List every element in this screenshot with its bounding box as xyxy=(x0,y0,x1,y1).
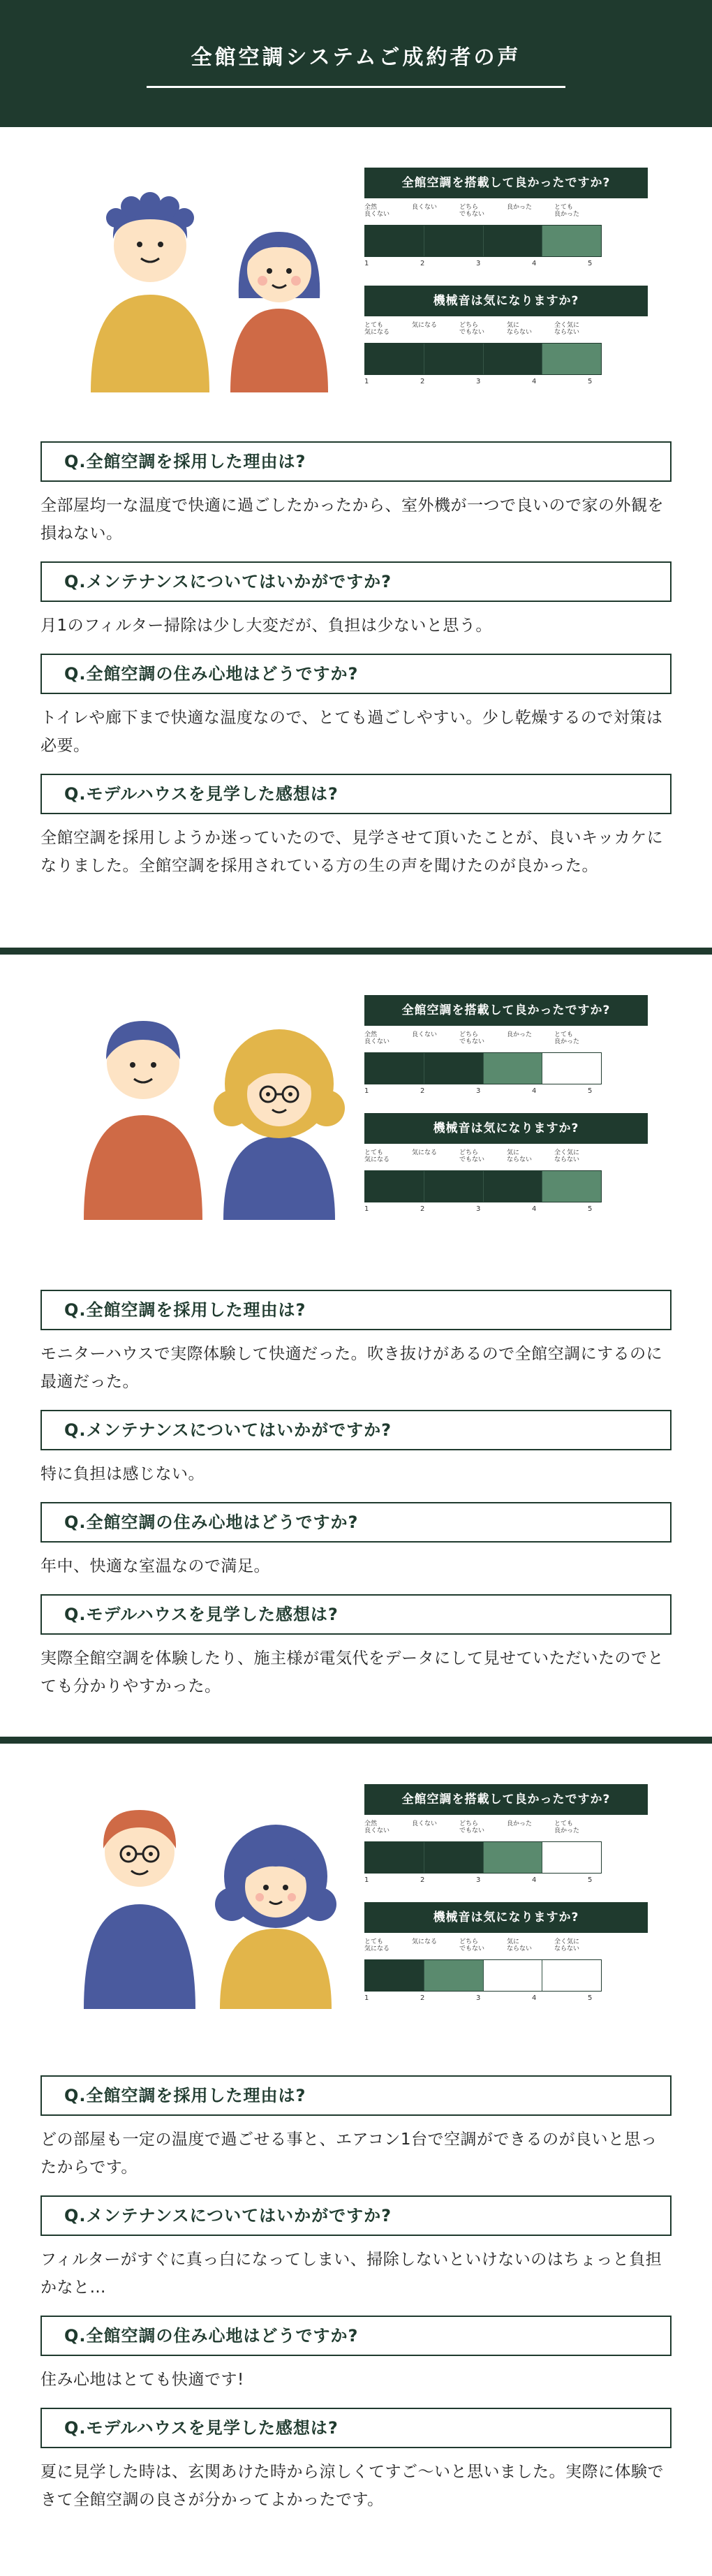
noise-bar xyxy=(364,1170,602,1202)
answer-modelhouse: 夏に見学した時は、玄関あけた時から涼しくてすご〜いと思いました。実際に体験できて全館空調の良さが分かってよかったです。 xyxy=(40,2463,664,2509)
scale-number: 2 xyxy=(420,1087,425,1095)
answer-modelhouse: 実際全館空調を体験したり、施主様が電気代をデータにして見せていただいたのでとても分かりやすかった。 xyxy=(40,1649,664,1695)
bar-segment xyxy=(365,226,424,256)
scale-number: 1 xyxy=(364,1205,369,1213)
noise-chart xyxy=(364,1113,648,1213)
answer-maintenance: 月1のフィルター掃除は少し大変だが、負担は少ないと思う。 xyxy=(40,617,492,635)
noise-bar xyxy=(364,343,602,375)
scale-number: 2 xyxy=(420,1876,425,1884)
scale-label: 全然 良くない xyxy=(364,1820,390,1834)
bar-segment xyxy=(365,344,424,374)
scale-number: 2 xyxy=(420,260,425,267)
scale-label: どちら でもない xyxy=(459,1938,485,1952)
scale-label: 良かった xyxy=(507,1031,533,1038)
bar-segment xyxy=(542,1842,601,1873)
bar-segment xyxy=(365,1842,424,1873)
scale-number: 4 xyxy=(532,1087,537,1095)
scale-number: 4 xyxy=(532,260,537,267)
satisfaction-chart xyxy=(364,1784,648,1884)
answer-maintenance: フィルターがすぐに真っ白になってしまい、掃除しないといけないのはちょっと負担かなと… xyxy=(40,2251,662,2297)
scale-label: 気に ならない xyxy=(507,1938,533,1952)
scale-number: 1 xyxy=(364,260,369,267)
satisfaction-bar xyxy=(364,225,602,257)
scale-number: 3 xyxy=(476,1994,481,2002)
answer-reason: どの部屋も一定の温度で過ごせる事と、エアコン1台で空調ができるのが良いと思ったからです。 xyxy=(40,2130,658,2177)
qa-list xyxy=(40,441,672,894)
scale-label: 良くない xyxy=(412,1031,438,1038)
bar-segment xyxy=(424,1053,484,1084)
scale-number: 5 xyxy=(588,1994,593,2002)
scale-number: 1 xyxy=(364,378,369,385)
satisfaction-chart xyxy=(364,168,648,267)
scale-label: 全然 良くない xyxy=(364,204,390,218)
scale-number: 5 xyxy=(588,1205,593,1213)
scale-number: 5 xyxy=(588,378,593,385)
satisfaction-chart-title: 全館空調を搭載して良かったですか? xyxy=(364,1784,648,1815)
scale-label: とても 気になる xyxy=(364,1938,390,1952)
question-comfort: Q.全館空調の住み心地はどうですか? xyxy=(40,2316,672,2356)
scale-label: どちら でもない xyxy=(459,204,485,218)
scale-label: とても 良かった xyxy=(554,1820,580,1834)
question-reason: Q.全館空調を採用した理由は? xyxy=(40,1290,672,1330)
satisfaction-scale-labels xyxy=(364,1031,602,1052)
bar-segment xyxy=(365,1171,424,1202)
noise-bar xyxy=(364,1959,602,1992)
answer-modelhouse: 全館空調を採用しようか迷っていたので、見学させて頂いたことが、良いキッカケになりました。全館空調を採用されている方の生の声を聞けたのが良かった。 xyxy=(40,829,664,875)
noise-scale-numbers xyxy=(364,1994,644,2002)
scale-label: 全く気に ならない xyxy=(554,1149,580,1163)
bar-segment xyxy=(542,226,601,256)
bar-segment xyxy=(365,1053,424,1084)
bar-segment xyxy=(542,344,601,374)
scale-number: 3 xyxy=(476,1876,481,1884)
scale-number: 2 xyxy=(420,1205,425,1213)
scale-number: 4 xyxy=(532,1205,537,1213)
rating-charts xyxy=(364,1784,648,2020)
satisfaction-scale-numbers xyxy=(364,260,644,267)
scale-number: 4 xyxy=(532,1994,537,2002)
scale-label: とても 気になる xyxy=(364,322,390,336)
page-header xyxy=(0,0,712,127)
satisfaction-bar xyxy=(364,1841,602,1874)
testimonial-2 xyxy=(0,955,712,1737)
bar-segment xyxy=(424,1842,484,1873)
question-reason: Q.全館空調を採用した理由は? xyxy=(40,441,672,482)
scale-label: 気に ならない xyxy=(507,1149,533,1163)
section-divider xyxy=(0,1737,712,1744)
answer-reason: モニターハウスで実際体験して快適だった。吹き抜けがあるので全館空調にするのに最適だった。 xyxy=(40,1345,663,1391)
bar-segment xyxy=(484,1960,543,1991)
scale-label: とても 良かった xyxy=(554,204,580,218)
scale-label: どちら でもない xyxy=(459,322,485,336)
bar-segment xyxy=(424,226,484,256)
question-maintenance: Q.メンテナンスについてはいかがですか? xyxy=(40,2195,672,2236)
answer-maintenance: 特に負担は感じない。 xyxy=(40,1465,205,1483)
noise-chart xyxy=(364,1902,648,2002)
scale-label: 全く気に ならない xyxy=(554,1938,580,1952)
satisfaction-chart-title: 全館空調を搭載して良かったですか? xyxy=(364,995,648,1026)
question-modelhouse: Q.モデルハウスを見学した感想は? xyxy=(40,774,672,814)
scale-number: 4 xyxy=(532,378,537,385)
question-maintenance: Q.メンテナンスについてはいかがですか? xyxy=(40,561,672,602)
rating-charts xyxy=(364,995,648,1231)
noise-chart-title: 機械音は気になりますか? xyxy=(364,1902,648,1933)
noise-chart-title: 機械音は気になりますか? xyxy=(364,1113,648,1144)
page-title: 全館空調システムご成約者の声 xyxy=(191,45,521,70)
satisfaction-scale-labels xyxy=(364,1820,602,1841)
answer-comfort: 年中、快適な室温なので満足。 xyxy=(40,1557,270,1575)
bar-segment xyxy=(484,1053,543,1084)
couple-illustration xyxy=(77,169,356,392)
scale-number: 3 xyxy=(476,1087,481,1095)
noise-scale-labels xyxy=(364,1938,602,1959)
scale-number: 1 xyxy=(364,1876,369,1884)
noise-chart xyxy=(364,286,648,385)
noise-chart-title: 機械音は気になりますか? xyxy=(364,286,648,316)
scale-label: 良かった xyxy=(507,204,533,211)
noise-scale-numbers xyxy=(364,1205,644,1213)
bar-segment xyxy=(484,1171,543,1202)
satisfaction-bar xyxy=(364,1052,602,1084)
bar-segment xyxy=(484,226,543,256)
scale-label: とても 良かった xyxy=(554,1031,580,1045)
scale-label: 全然 良くない xyxy=(364,1031,390,1045)
bar-segment xyxy=(542,1960,601,1991)
title-underline xyxy=(147,86,565,88)
scale-number: 4 xyxy=(532,1876,537,1884)
scale-number: 5 xyxy=(588,1876,593,1884)
section-divider xyxy=(0,948,712,955)
couple-illustration xyxy=(77,1786,356,2009)
question-modelhouse: Q.モデルハウスを見学した感想は? xyxy=(40,1594,672,1635)
scale-number: 5 xyxy=(588,1087,593,1095)
bar-segment xyxy=(424,1960,484,1991)
question-maintenance: Q.メンテナンスについてはいかがですか? xyxy=(40,1410,672,1450)
bar-segment xyxy=(542,1053,601,1084)
scale-label: どちら でもない xyxy=(459,1031,485,1045)
question-reason: Q.全館空調を採用した理由は? xyxy=(40,2075,672,2116)
satisfaction-scale-labels xyxy=(364,204,602,225)
scale-label: 良くない xyxy=(412,204,438,211)
scale-label: どちら でもない xyxy=(459,1820,485,1834)
scale-label: 良かった xyxy=(507,1820,533,1827)
couple-illustration xyxy=(77,996,356,1220)
scale-number: 3 xyxy=(476,260,481,267)
answer-comfort: トイレや廊下まで快適な温度なので、とても過ごしやすい。少し乾燥するので対策は必要。 xyxy=(40,709,663,755)
qa-list xyxy=(40,2075,672,2528)
answer-comfort: 住み心地はとても快適です! xyxy=(40,2371,244,2389)
noise-scale-labels xyxy=(364,1149,602,1170)
scale-number: 1 xyxy=(364,1087,369,1095)
scale-label: どちら でもない xyxy=(459,1149,485,1163)
bar-segment xyxy=(365,1960,424,1991)
bar-segment xyxy=(484,344,543,374)
satisfaction-chart-title: 全館空調を搭載して良かったですか? xyxy=(364,168,648,198)
testimonial-1 xyxy=(0,127,712,948)
question-comfort: Q.全館空調の住み心地はどうですか? xyxy=(40,654,672,694)
noise-scale-numbers xyxy=(364,378,644,385)
satisfaction-scale-numbers xyxy=(364,1876,644,1884)
scale-label: 良くない xyxy=(412,1820,438,1827)
customer-illustration xyxy=(77,996,356,1220)
question-modelhouse: Q.モデルハウスを見学した感想は? xyxy=(40,2408,672,2448)
scale-number: 5 xyxy=(588,260,593,267)
bar-segment xyxy=(484,1842,543,1873)
question-comfort: Q.全館空調の住み心地はどうですか? xyxy=(40,1502,672,1543)
rating-charts xyxy=(364,168,648,404)
scale-label: とても 気になる xyxy=(364,1149,390,1163)
scale-number: 1 xyxy=(364,1994,369,2002)
customer-illustration xyxy=(77,1786,356,2009)
satisfaction-chart xyxy=(364,995,648,1095)
scale-label: 全く気に ならない xyxy=(554,322,580,336)
scale-label: 気になる xyxy=(412,1938,438,1945)
bar-segment xyxy=(542,1171,601,1202)
scale-number: 2 xyxy=(420,378,425,385)
satisfaction-scale-numbers xyxy=(364,1087,644,1095)
scale-number: 3 xyxy=(476,1205,481,1213)
qa-list xyxy=(40,1290,672,1714)
scale-number: 3 xyxy=(476,378,481,385)
scale-label: 気になる xyxy=(412,322,438,329)
scale-number: 2 xyxy=(420,1994,425,2002)
bar-segment xyxy=(424,1171,484,1202)
scale-label: 気になる xyxy=(412,1149,438,1156)
customer-illustration xyxy=(77,169,356,392)
answer-reason: 全部屋均一な温度で快適に過ごしたかったから、室外機が一つで良いので家の外観を損ねない。 xyxy=(40,496,664,543)
testimonial-3 xyxy=(0,1744,712,2568)
noise-scale-labels xyxy=(364,322,602,343)
bar-segment xyxy=(424,344,484,374)
scale-label: 気に ならない xyxy=(507,322,533,336)
